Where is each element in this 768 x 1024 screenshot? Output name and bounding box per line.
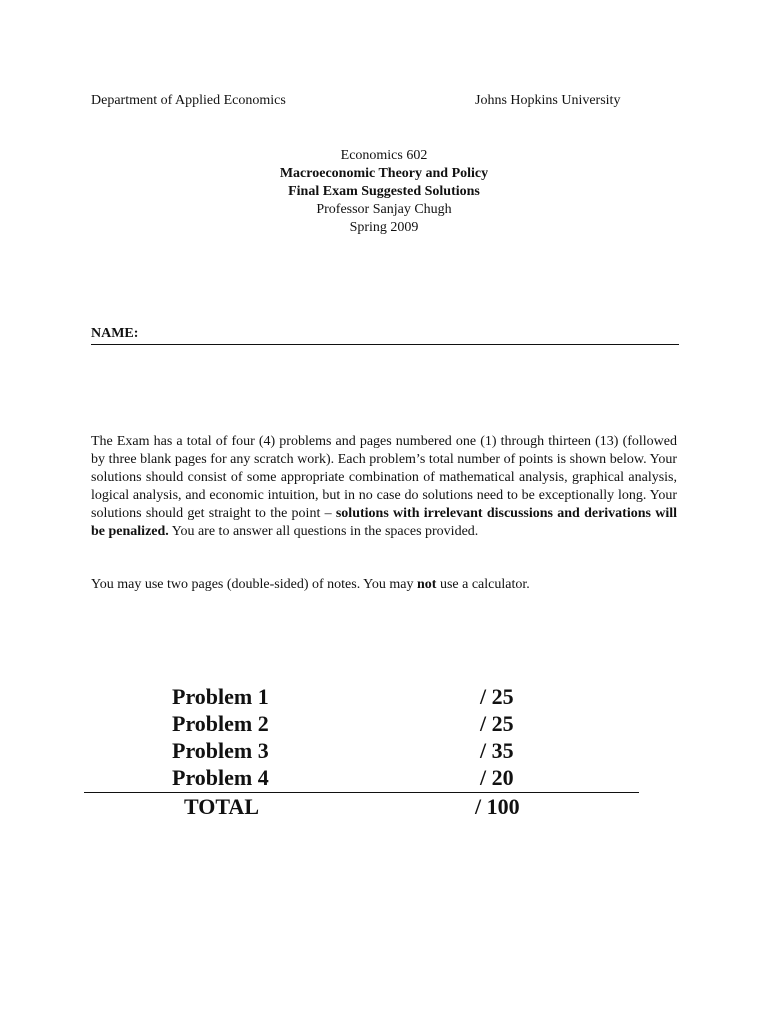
- instructions-penalty-warning: solutions with irrelevant discussions and derivations will be penalized.: [91, 506, 677, 539]
- score-row: [84, 683, 639, 710]
- problem-points: / 25: [480, 684, 514, 709]
- title-block: [0, 147, 768, 237]
- problem-label: Problem 2: [172, 711, 269, 736]
- score-row: [84, 737, 639, 764]
- score-table: [84, 683, 639, 820]
- notes-paragraph: [91, 577, 677, 593]
- problem-points: / 25: [480, 711, 514, 736]
- department-name: Department of Applied Economics: [91, 93, 286, 108]
- instructions-paragraph: [91, 433, 677, 541]
- problem-label: Problem 1: [172, 684, 269, 709]
- problem-label: Problem 3: [172, 738, 269, 763]
- problem-label: Problem 4: [172, 765, 269, 790]
- notes-text-1: You may use two pages (double-sided) of notes. You may: [91, 577, 417, 592]
- instructions-text-2: You are to answer all questions in the spaces provided.: [168, 524, 479, 539]
- problem-points: / 20: [480, 765, 514, 790]
- notes-text-2: use a calculator.: [436, 577, 530, 592]
- score-row: [84, 764, 639, 791]
- name-label: NAME:: [91, 326, 139, 341]
- name-field: [91, 326, 679, 345]
- score-row: [84, 710, 639, 737]
- notes-not-emphasis: not: [417, 577, 437, 592]
- university-name: Johns Hopkins University: [475, 93, 621, 108]
- total-points: / 100: [475, 794, 520, 819]
- course-name: Macroeconomic Theory and Policy: [279, 166, 489, 181]
- professor-name: Professor Sanjay Chugh: [316, 202, 452, 217]
- exam-title: Final Exam Suggested Solutions: [288, 184, 480, 199]
- course-number: Economics 602: [340, 148, 428, 163]
- term: Spring 2009: [349, 220, 419, 235]
- total-row: [84, 793, 639, 820]
- instructions-text-1: The Exam has a total of four (4) problems and pages numbered one (1) through thirteen (13) (followed by three blank pages for any scratch work). Each problem’s total number of points is shown below. Your solutions should consist of some appropriate combination of mathematical analysis, graphical analysis, logical analysis, and economic intuition, but in no case do solutions need to be exceptionally long. Your solutions should get straight to the point –: [91, 434, 677, 521]
- problem-points: / 35: [480, 738, 514, 763]
- total-label: TOTAL: [184, 794, 259, 819]
